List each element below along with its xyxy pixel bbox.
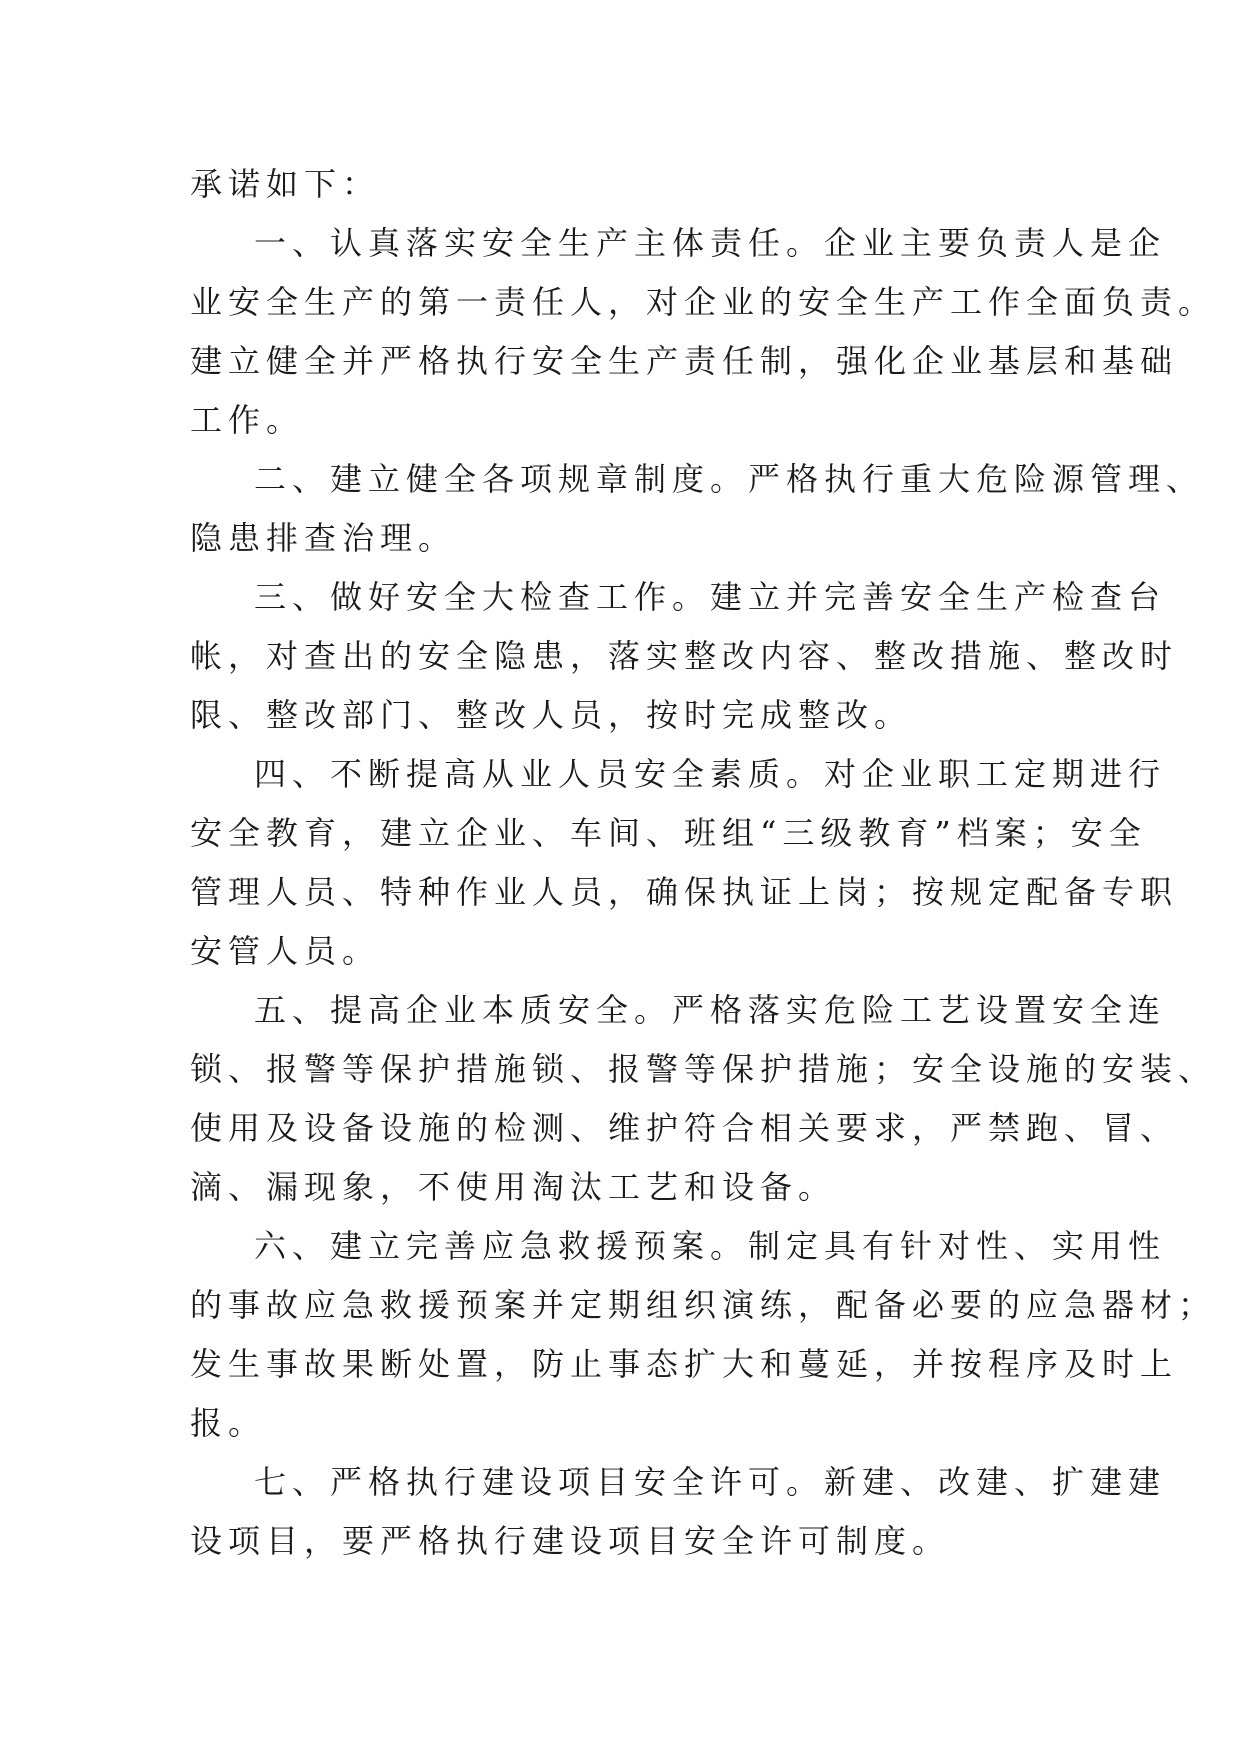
clause-3-heading-line: 三、做好安全大检查工作。建立并完善安全生产检查台: [254, 578, 1167, 616]
text-line: 工作。: [190, 401, 305, 439]
text-line: 报。: [190, 1404, 267, 1442]
text-line: 安全教育，建立企业、车间、班组“三级教育”档案；安全: [190, 814, 1147, 852]
text-line: 承诺如下：: [190, 165, 381, 203]
clause-4-heading-line: 四、不断提高从业人员安全素质。对企业职工定期进行: [254, 755, 1167, 793]
text-line: 锁、报警等保护措施锁、报警等保护措施；安全设施的安装、: [190, 1050, 1217, 1088]
text-line: 发生事故果断处置，防止事态扩大和蔓延，并按程序及时上: [190, 1345, 1179, 1383]
text-line: 管理人员、特种作业人员，确保执证上岗；按规定配备专职: [190, 873, 1179, 911]
clause-7-heading-line: 七、严格执行建设项目安全许可。新建、改建、扩建建: [254, 1463, 1167, 1501]
clause-6-heading-line: 六、建立完善应急救援预案。制定具有针对性、实用性: [254, 1227, 1167, 1265]
clause-2-heading-line: 二、建立健全各项规章制度。严格执行重大危险源管理、: [254, 460, 1205, 498]
text-line: 滴、漏现象，不使用淘汰工艺和设备。: [190, 1168, 837, 1206]
clause-1-heading-line: 一、认真落实安全生产主体责任。企业主要负责人是企: [254, 224, 1167, 262]
text-line: 限、整改部门、整改人员，按时完成整改。: [190, 696, 913, 734]
text-line: 帐，对查出的安全隐患，落实整改内容、整改措施、整改时: [190, 637, 1179, 675]
text-line: 业安全生产的第一责任人，对企业的安全生产工作全面负责。: [190, 283, 1217, 321]
text-line: 安管人员。: [190, 932, 381, 970]
text-line: 设项目，要严格执行建设项目安全许可制度。: [190, 1522, 951, 1560]
text-line: 隐患排查治理。: [190, 519, 457, 557]
document-body: [190, 155, 1217, 1571]
text-line: 使用及设备设施的检测、维护符合相关要求，严禁跑、冒、: [190, 1109, 1179, 1147]
text-line: 建立健全并严格执行安全生产责任制，强化企业基层和基础: [190, 342, 1179, 380]
text-line: 的事故应急救援预案并定期组织演练，配备必要的应急器材；: [190, 1286, 1217, 1324]
clause-5-heading-line: 五、提高企业本质安全。严格落实危险工艺设置安全连: [254, 991, 1167, 1029]
